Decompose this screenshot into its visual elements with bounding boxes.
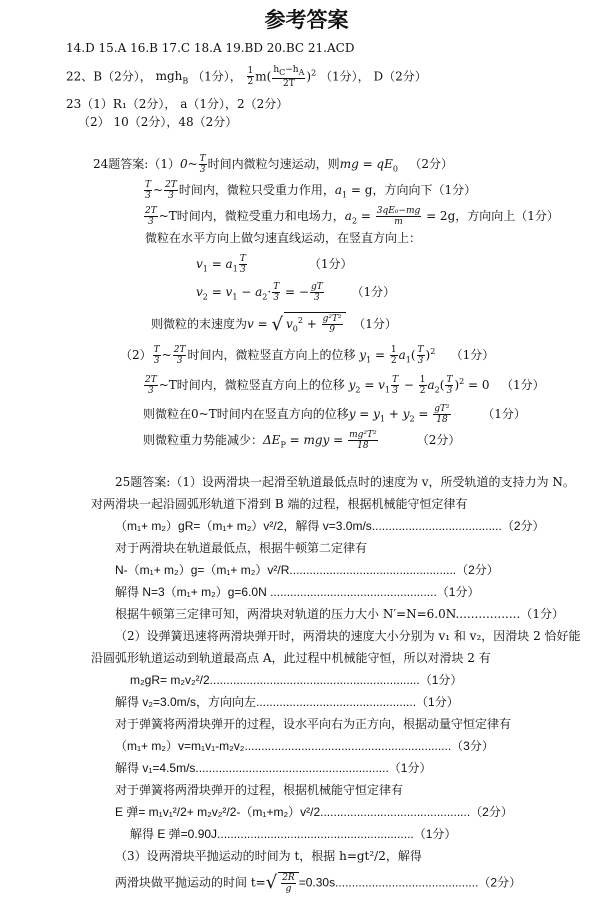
q22-frac: $\frac{h_C-h_A}{2T}$ <box>273 65 305 89</box>
q25-line11: 解得 v₂=3.0m/s，方向向左................................................（1分） <box>115 695 459 709</box>
q25-line12: 对于弹簧将两滑块弹开的过程，设水平向右为正方向，根据动量守恒定律有 <box>115 717 512 731</box>
q24-line6: $v_2 = v_1 - a_2\cdot$ $\frac{T}{3}$ = − $\frac{gT}{3}$ （1分） <box>196 282 396 303</box>
q24-line3: $\frac{2T}{3}$ ~T时间内，微粒受重力和电场力，$a_2$ = $\frac{\text{3qE₀−mg}}{m}$ = 2g，方向向上（1分） <box>145 206 559 227</box>
q25-line9: 沿圆弧形轨道运动到轨道最高点 A，此过程中机械能守恒，所以对滑块 2 有 <box>91 651 491 665</box>
q25-line5: N-（m₁+ m₂）g=（m₁+ m₂）v²/R..................................................（2分） <box>115 563 499 577</box>
q25-line16: E 弹= m₁v₁²/2+ m₂v₂²/2-（m₁+m₂）v²/2.............................................（2分） <box>115 805 513 819</box>
q22-a: 22、B（2分）， <box>66 69 152 84</box>
q23-line2: （2） 10（2分），48（2分） <box>78 115 238 129</box>
q25-line7: 根据牛顿第三定律可知，两滑块对轨道的压力大小 N′=N=6.0N.................（1分） <box>115 607 564 621</box>
q25-line17: 解得 E 弹=0.90J...........................................................（1分） <box>130 827 457 841</box>
q25-line1: 25题答案:（1）设两滑块一起滑至轨道最低点时的速度为 v，所受轨道的支持力为 N。 <box>115 475 575 489</box>
q22-m: m( <box>255 69 272 84</box>
q24-line5: $v_1 = a_1$ $\frac{T}{3}$ （1分） <box>196 254 353 275</box>
q24-line4: 微粒在水平方向上做匀速直线运动，在竖直方向上： <box>145 231 422 245</box>
q24-part2-line3: 则微粒在0~T时间内在竖直方向的位移$y = y_1 + y_2$ = $\frac{\text{gT²}}{18}$ （1分） <box>143 404 526 425</box>
q25-line14: 解得 v₁=4.5m/s..........................................................（1分） <box>115 761 432 775</box>
q25-line15: 对于弹簧将两滑块弹开的过程，根据机械能守恒定律有 <box>115 783 404 797</box>
q24-part2-line1: （2） $\frac{T}{3}$ ~ $\frac{2T}{3}$ 时间内，微粒竖直方向上的位移 $y_1$ = $\frac{1}{2}$ $a_1$( $\frac{T}{3}$ )$^2$ （1分） <box>120 345 495 366</box>
q25-line4: 对于两滑块在轨道最低点，根据牛顿第二定律有 <box>115 541 368 555</box>
q22-d: （1分）， D（2分） <box>320 69 427 84</box>
page-title: 参考答案 <box>264 8 349 32</box>
q22-c: （1分）， <box>192 69 242 84</box>
q25-line19: 两滑块做平抛运动的时间 t=√ $\frac{2R}{g}$ =0.30s...........................................（2分） <box>115 872 522 894</box>
q25-line18: （3）设两滑块平抛运动的时间为 t，根据 h=gt²/2，解得 <box>115 849 422 863</box>
q24-part2-line2: $\frac{2T}{3}$ ~T时间内，微粒竖直方向上的位移 $y_2 = v_1$ $\frac{T}{3}$ − $\frac{1}{2}$ $a_2$( $\frac{T}{3}$ )$^2$ = 0 （1分） <box>145 375 545 396</box>
q24-line2: $\frac{T}{3}$ ~ $\frac{2T}{3}$ 时间内，微粒只受重力作用，$a_1 = g$，方向向下（1分） <box>145 180 477 201</box>
q24-line7: 则微粒的末速度为v = √ $v_0^2$ + $\frac{\text{g²T²}}{9}$ （1分） <box>151 312 397 337</box>
q22-half: $\frac{1}{2}$ <box>247 66 254 88</box>
q25-line6: 解得 N=3（m₁+ m₂）g=6.0N ..................................................（1分） <box>115 585 480 599</box>
q24-line1: 24题答案:（1）0~ $\frac{T}{3}$ 时间内微粒匀速运动，则mg = $qE_0$ （2分） <box>93 154 454 175</box>
q25-line10: m₂gR= m₂v₂²/2...............................................................（1分） <box>130 673 463 687</box>
q25-line2: 对两滑块一起沿圆弧形轨道下滑到 B 端的过程，根据机械能守恒定律有 <box>91 497 468 511</box>
q22-mgh: mgh$_B$ <box>155 69 189 86</box>
q22-line: 22、B（2分）， mgh$_B$ （1分）， $\frac{1}{2}$ m( $\frac{h_C-h_A}{2T}$ )$^2$ （1分）， D（2分） <box>66 65 427 89</box>
q25-line13: （m₁+ m₂）v=m₁v₁-m₂v₂..............................................................（3分） <box>115 739 494 753</box>
q24-part2-line4: 则微粒重力势能减少：$\Delta E_P$ = mgy = $\frac{\text{mg²T²}}{18}$ （2分） <box>143 430 461 451</box>
mc-answers: 14.D 15.A 16.B 17.C 18.A 19.BD 20.BC 21.ACD <box>66 41 355 55</box>
q23-line1: 23（1）R₁（2分）， a（1分），2（2分） <box>66 97 289 111</box>
q25-line8: （2）设弹簧迅速将两滑块弹开时，两滑块的速度大小分别为 v₁ 和 v₂，因滑块 2 恰好能 <box>115 629 581 643</box>
q25-line3: （m₁+ m₂）gR=（m₁+ m₂）v²/2，解得 v=3.0m/s.......................................（2分） <box>115 519 545 533</box>
